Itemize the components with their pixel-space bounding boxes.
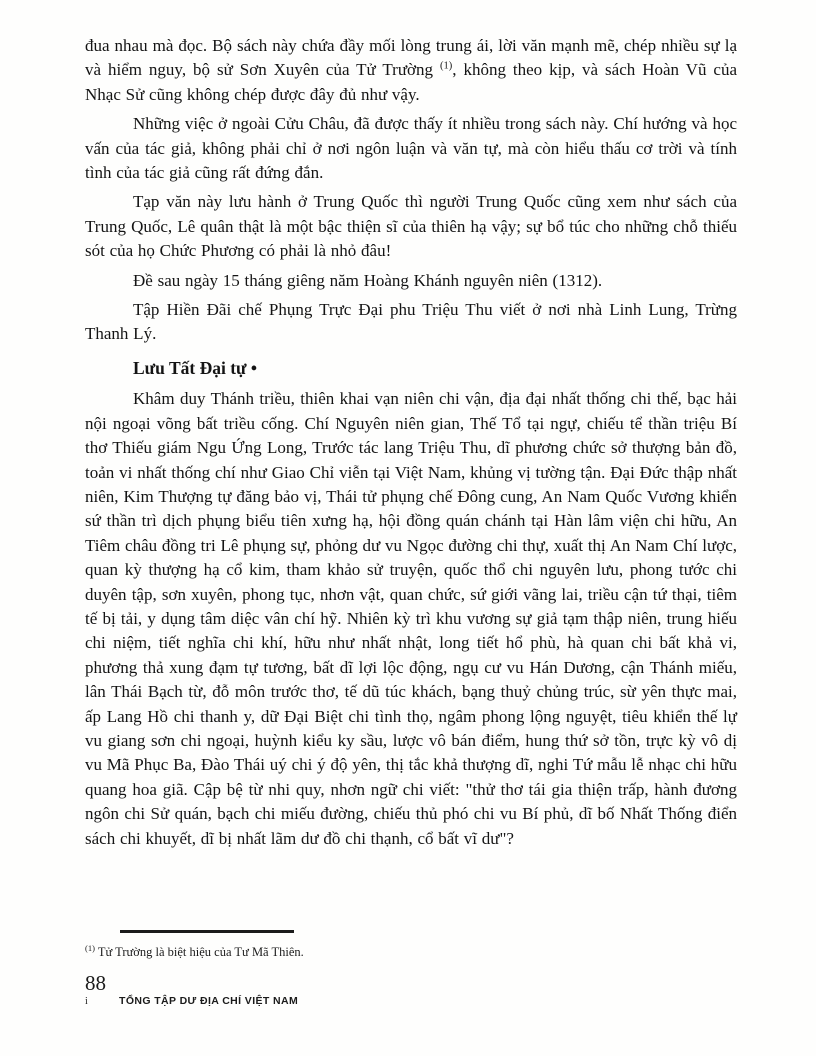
footnote-area xyxy=(85,930,735,960)
page-number-block xyxy=(85,973,106,1007)
paragraph-1 xyxy=(85,34,737,107)
footnote-marker: (1) xyxy=(85,942,95,953)
paragraph-1-text: đua nhau mà đọc. Bộ sách này chứa đầy mối lòng trung ái, lời văn mạnh mẽ, chép nhiều sự lạ và hiểm nguy, bộ sử Sơn Xuyên của Tử Trường xyxy=(85,36,737,80)
paragraph-4-date-line: Đề sau ngày 15 tháng giêng năm Hoàng Khánh nguyên niên (1312). xyxy=(133,270,603,290)
paragraph-6: Khâm duy Thánh triều, thiên khai vạn niên chi vận, địa đại nhất thống chi thế, bạc hải nội ngoại võng bất triều cống. Chí Nguyên niên gian, Thế Tổ tại ngự, chiếu tể thần triệu Bí thơ Thiếu giám Ngu Ứng Long, Trước tác lang Triệu Thu, dĩ phương chức sở thượng bản đồ, toản vi nhất thống chí như Giao Chỉ viễn tại Việt Nam, khủng vị tường tận. Đại Đức thập nhất niên, Kim Thượng tự đăng bảo vị, Thái tử phụng chế Đông cung, An Nam Quốc Vương khiển sứ thần trì dịch phụng biểu tiên xưng hạ, hội đồng quán chánh tại Hàn lâm viện chi hữu, An Tiêm châu đồng tri Lê phụng sự, phỏng dư vu Ngọc đường chi thự, xuất thị An Nam Chí lược, quan kỳ thượng hạ cổ kim, tham khảo sử truyện, quốc thổ chi nguyên lưu, phong tước chi duyên tập, sơn xuyên, phong tục, nhơn vật, quan chức, sứ giới vãng lai, triều cận tứ thại, tiêm tế bị tải, y dụng tâm diệc vân chí hỹ. Nhiên kỳ trì khu vương sự giả tạm thập niên, trung hiếu chi niệm, tiết nghĩa chi khí, hữu như nhất nhật, long tiết hổ phù, hà quan chi bất khả vi, phương thả xung đạm tự tương, bất dĩ lợi lộc động, ngụ cư vu Hán Dương, cận Thánh miếu, lân Thái Bạch từ, đỗ môn trước thơ, tế dũ túc khách, bạng thuỷ chủng trúc, sừ yên thực mai, ấp Lang Hồ chi thanh y, dữ Đại Biệt chi tình thọ, ngâm phong lộng nguyệt, tiêu khiển thế lự vu giang sơn chi ngoại, huỳnh kiểu ky sầu, lược vô bán điểm, hung thứ sở tồn, trực kỳ vô dị vu Mã Phục Ba, Đào Thái uý chi ý độ yên, thị tắc khả thượng dĩ, nghi Tứ mẫu lễ nhạc chi hữu quang hoa giã. Cập bệ từ nhi quy, nhơn ngữ chi viết: "thử thơ tái gia thiện trấp, hành đương ngôn chi Sử quán, bạch chi miếu đường, chiếu thủ phó chi vu Bí phủ, dĩ bố Nhất Thống điển sách chi khuyết, dĩ bị nhất lãm dư đồ chi thạnh, cổ bất vĩ dư"? xyxy=(85,389,737,848)
text-body xyxy=(85,34,737,856)
footnote-reference-1: (1) xyxy=(440,60,453,72)
paragraph-5-signature: Tập Hiền Đãi chế Phụng Trực Đại phu Triệu Thu viết ở nơi nhà Linh Lung, Trừng Thanh Lý. xyxy=(85,300,737,344)
footnote-text: Tử Trường là biệt hiệu của Tư Mã Thiên. xyxy=(94,945,304,959)
series-title: TỔNG TẬP DƯ ĐỊA CHÍ VIỆT NAM xyxy=(119,995,299,1007)
footnote xyxy=(85,944,735,960)
paragraph-1-text-after: , không theo kịp, và sách Hoàn Vũ của Nhạc Sử cũng không chép được đây đủ như vậy. xyxy=(85,60,737,104)
paragraph-3: Tạp văn này lưu hành ở Trung Quốc thì người Trung Quốc cũng xem như sách của Trung Quốc, Lê quân thật là một bậc thiện sĩ của thiên hạ vậy; sự bổ túc cho những chỗ thiếu sót của họ Chức Phương có phải là nhỏ đâu! xyxy=(85,192,737,261)
page-footer xyxy=(85,973,298,1007)
page-number: 88 xyxy=(85,971,106,995)
section-heading: Lưu Tất Đại tự • xyxy=(133,357,258,378)
footer-mark: i xyxy=(85,996,88,1007)
footnote-divider xyxy=(120,930,294,933)
paragraph-2: Những việc ở ngoài Cửu Châu, đã được thấy ít nhiều trong sách này. Chí hướng và học vấn của tác giả, không phải chỉ ở nơi ngôn luận và văn tự, mà còn hiểu thấu cơ trời và tính tình của tác giả cũng rất đứng đắn. xyxy=(85,114,737,183)
